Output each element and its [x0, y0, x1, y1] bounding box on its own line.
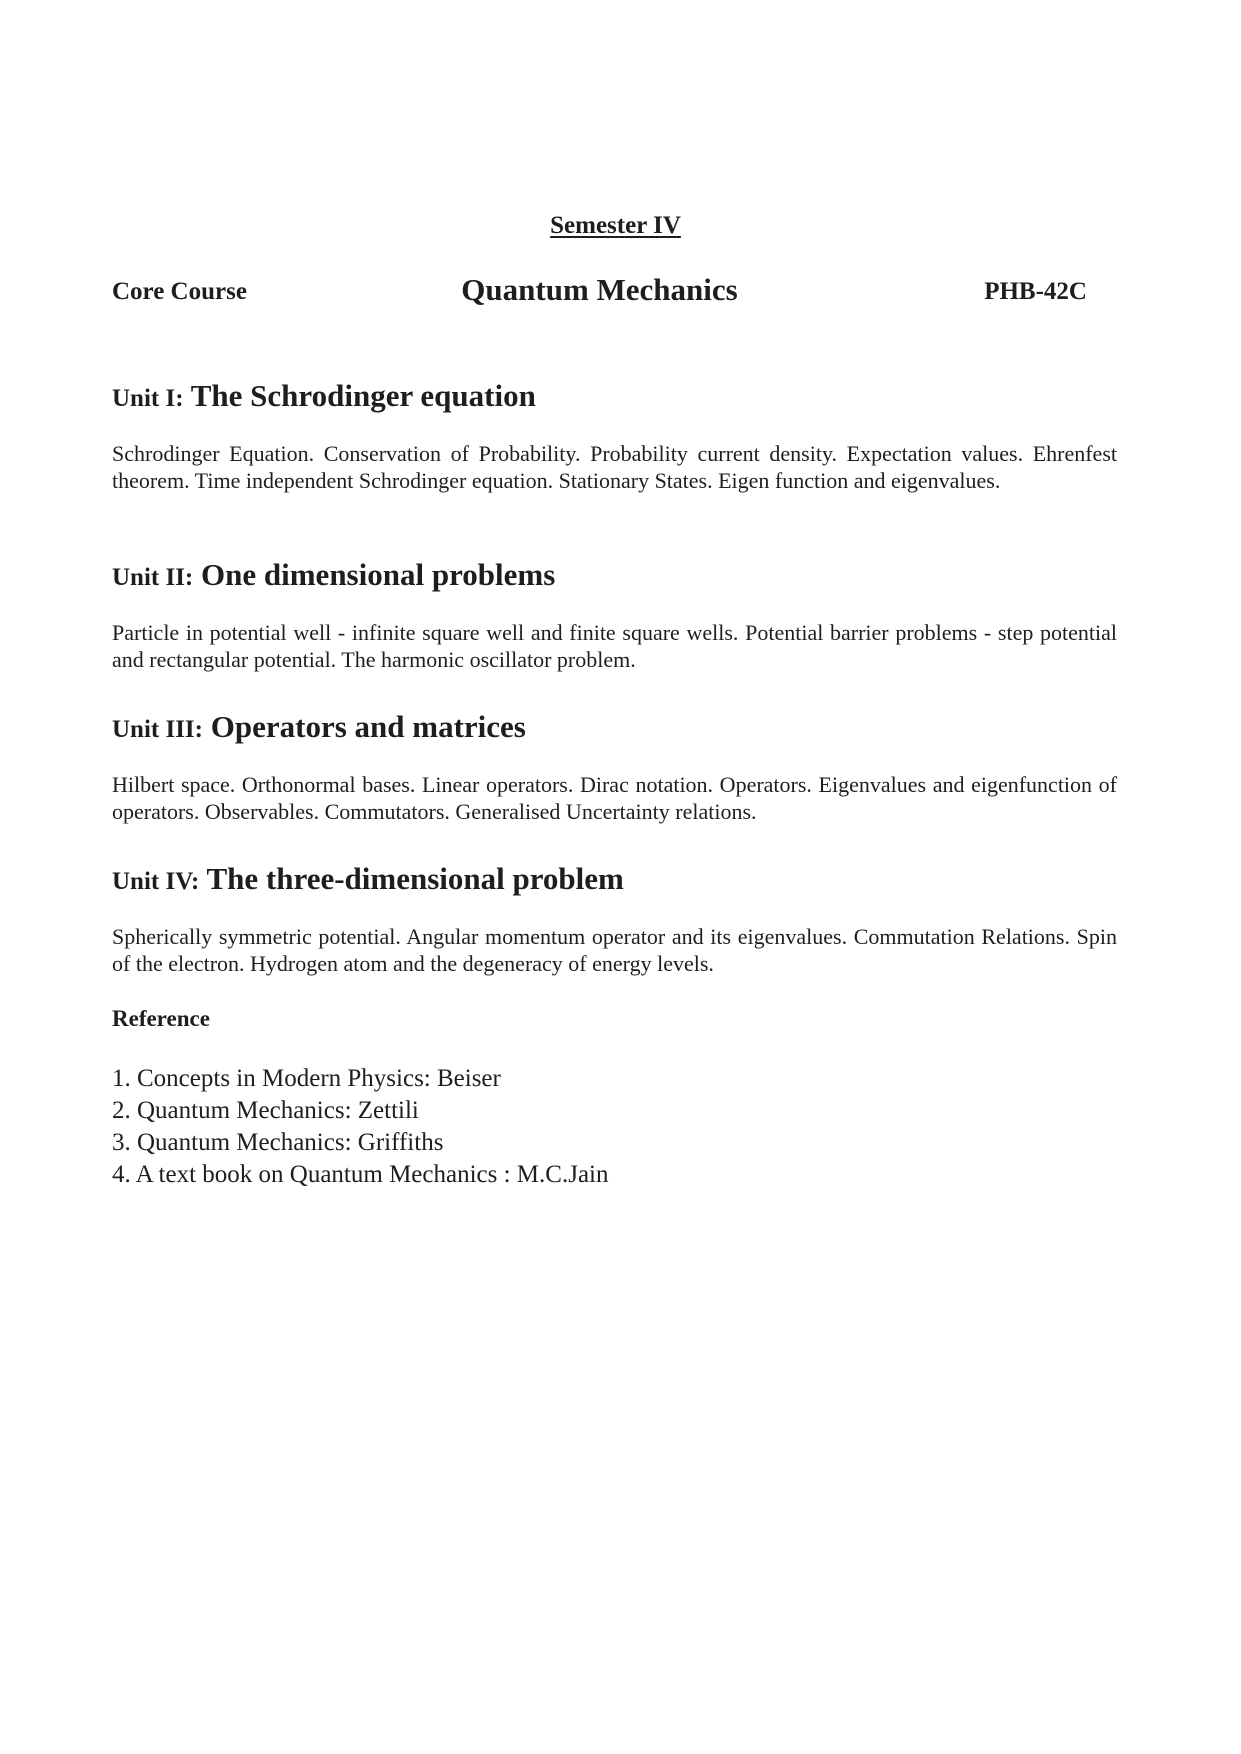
unit-2-title: One dimensional problems [201, 557, 556, 592]
unit-1-title: The Schrodinger equation [190, 378, 536, 413]
unit-4-number: Unit IV: [112, 868, 200, 895]
reference-list [112, 1063, 608, 1191]
unit-4-body: Spherically symmetric potential. Angular momentum operator and its eigenvalues. Commutation Relations. Spin of the electron. Hydrogen atom and the degeneracy of energy levels. [112, 924, 1117, 976]
reference-item: 4. A text book on Quantum Mechanics : M.C.Jain [112, 1161, 609, 1188]
unit-3-body: Hilbert space. Orthonormal bases. Linear operators. Dirac notation. Operators. Eigenvalues and eigenfunction of operators. Observables. Commutators. Generalised Uncertainty relations. [112, 772, 1117, 824]
unit-1-body: Schrodinger Equation. Conservation of Probability. Probability current density. Expectation values. Ehrenfest theorem. Time independent Schrodinger equation. Stationary States. Eigen function and eigenvalues. [112, 441, 1117, 493]
unit-2-body: Particle in potential well - infinite square well and finite square wells. Potential barrier problems - step potential and rectangular potential. The harmonic oscillator problem. [112, 620, 1117, 672]
unit-2-section [112, 555, 1117, 673]
unit-3-heading [112, 707, 1117, 750]
course-header [112, 272, 1087, 312]
unit-4-heading [112, 859, 1117, 902]
unit-1-section [112, 376, 1117, 494]
unit-1-heading [112, 376, 1117, 419]
course-title: Quantum Mechanics [461, 272, 738, 307]
unit-1-number: Unit I: [112, 385, 184, 412]
unit-2-heading [112, 555, 1117, 598]
unit-4-section [112, 859, 1117, 977]
reference-item: 2. Quantum Mechanics: Zettili [112, 1097, 419, 1124]
reference-item: 3. Quantum Mechanics: Griffiths [112, 1129, 444, 1156]
course-code: PHB-42C [984, 278, 1087, 305]
unit-3-number: Unit III: [112, 716, 203, 743]
unit-3-title: Operators and matrices [210, 709, 526, 744]
unit-4-title: The three-dimensional problem [206, 861, 624, 896]
unit-2-number: Unit II: [112, 564, 194, 591]
reference-item: 1. Concepts in Modern Physics: Beiser [112, 1065, 501, 1092]
semester-heading: Semester IV [550, 212, 681, 239]
unit-3-section [112, 707, 1117, 825]
course-type: Core Course [112, 278, 247, 305]
reference-heading: Reference [112, 1006, 210, 1031]
